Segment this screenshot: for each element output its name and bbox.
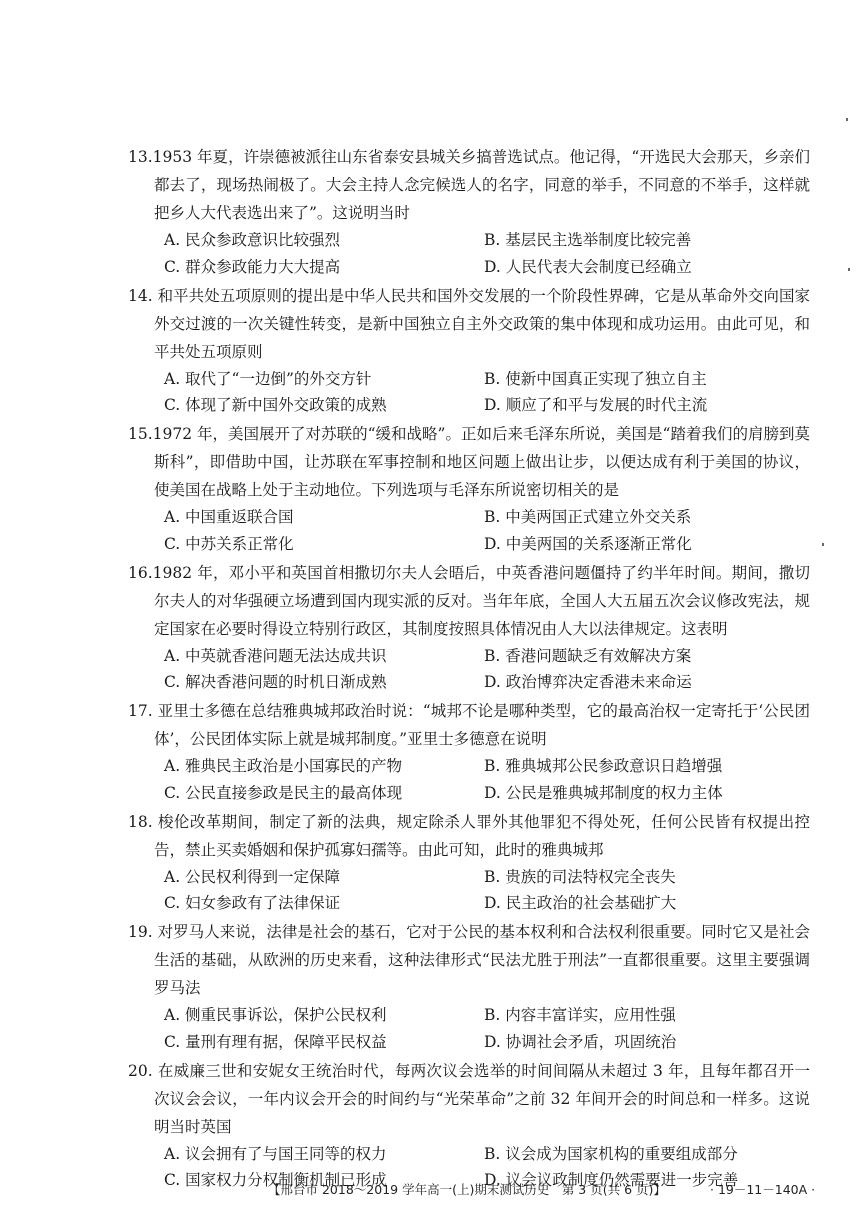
question-stem: 16.1982 年，邓小平和英国首相撒切尔夫人会晤后，中英香港问题僵持了约半年时间。期间，撒切尔夫人的对华强硬立场遭到国内现实派的反对。当年年底，全国人大五届五次会议修改宪法，规定国家在必要时得设立特别行政区，其制度按照具体情况由人大以法律规定。这表明 (128, 563, 810, 638)
scan-artifact (848, 268, 850, 271)
question-15 (128, 420, 810, 557)
footer-code: · 19－11－140A · (710, 1182, 816, 1197)
option-a: A. 雅典民主政治是小国寡民的产物 (164, 757, 403, 775)
option-d: D. 人民代表大会制度已经确立 (484, 257, 692, 276)
option-a: A. 中英就香港问题无法达成共识 (164, 646, 387, 665)
question-stem: 19. 对罗马人来说，法律是社会的基石，它对于公民的基本权利和合法权利很重要。同时它又是社会生活的基础，从欧洲的历史来看，这种法律形式“民法尤胜于刑法”一直都很重要。这里主要强调罗马法 (128, 923, 810, 997)
option-a: A. 民众参政意识比较强烈 (164, 231, 341, 249)
option-c: C. 中苏关系正常化 (164, 534, 294, 553)
option-c: C. 国家权力分权制衡机制已形成 (164, 1171, 387, 1189)
options (128, 366, 810, 419)
options (128, 227, 810, 280)
option-b: B. 内容丰富详实，应用性强 (484, 1006, 676, 1024)
option-c: C. 解决香港问题的时机日渐成熟 (164, 673, 387, 691)
option-d: D. 中美两国的关系逐渐正常化 (484, 534, 692, 553)
question-stem: 15.1972 年，美国展开了对苏联的“缓和战略”。正如后来毛泽东所说，美国是“踏着我们的肩膀到莫斯科”，即借助中国，让苏联在军事控制和地区问题上做出让步，以便达成有利于美国的协议，使美国在战略上处于主动地位。下列选项与毛泽东所说密切相关的是 (128, 425, 810, 499)
options (128, 753, 810, 806)
option-d: D. 议会议政制度仍然需要进一步完善 (484, 1171, 739, 1189)
scan-artifact (822, 543, 824, 546)
option-a: A. 中国重返联合国 (164, 508, 294, 526)
question-list (128, 143, 810, 1195)
option-c: C. 妇女参政有了法律保证 (164, 894, 341, 912)
option-d: D. 协调社会矛盾，巩固统治 (484, 1032, 677, 1051)
question-20 (128, 1057, 810, 1194)
scan-artifact (846, 118, 848, 121)
question-stem: 14. 和平共处五项原则的提出是中华人民共和国外交发展的一个阶段性界碑，它是从革命外交向国家外交过渡的一次关键性转变，是新中国独立自主外交政策的集中体现和成功运用。由此可见，和平共处五项原则 (128, 286, 810, 361)
option-c: C. 公民直接参政是民主的最高体现 (164, 783, 403, 802)
option-c: C. 体现了新中国外交政策的成熟 (164, 396, 387, 414)
question-16 (128, 559, 810, 696)
option-a: A. 公民权利得到一定保障 (164, 867, 341, 886)
option-c: C. 量刑有理有据，保障平民权益 (164, 1032, 387, 1051)
option-d: D. 民主政治的社会基础扩大 (484, 894, 677, 912)
option-d: D. 顺应了和平与发展的时代主流 (484, 396, 708, 414)
question-stem: 20. 在威廉三世和安妮女王统治时代，每两次议会选举的时间间隔从未超过 3 年，且每年都召开一次议会会议，一年内议会开会的时间约与“光荣革命”之前 32 年间开会的时间总和一样多。这说明当时英国 (128, 1061, 810, 1136)
option-b: B. 使新中国真正实现了独立自主 (484, 369, 707, 388)
option-a: A. 议会拥有了与国王同等的权力 (164, 1144, 387, 1163)
question-17 (128, 697, 810, 806)
option-d: D. 政治博弈决定香港未来命运 (484, 673, 692, 691)
question-stem: 13.1953 年夏，许崇德被派往山东省泰安县城关乡搞普选试点。他记得，“开选民大会那天，乡亲们都去了，现场热闹极了。大会主持人念完候选人的名字，同意的举手，不同意的不举手，这样就把乡人大代表选出来了”。这说明当时 (128, 148, 810, 222)
question-stem: 17. 亚里士多德在总结雅典城邦政治时说：“城邦不论是哪种类型，它的最高治权一定寄托于‘公民团体’，公民团体实际上就是城邦制度。”亚里士多德意在说明 (128, 702, 810, 748)
option-b: B. 贵族的司法特权完全丧失 (484, 867, 676, 886)
option-b: B. 雅典城邦公民参政意识日趋增强 (484, 757, 723, 775)
option-b: B. 香港问题缺乏有效解决方案 (484, 646, 692, 665)
question-14 (128, 282, 810, 419)
question-19 (128, 918, 810, 1055)
options (128, 864, 810, 917)
option-d: D. 公民是雅典城邦制度的权力主体 (484, 783, 723, 802)
option-a: A. 侧重民事诉讼，保护公民权利 (164, 1006, 387, 1024)
options (128, 643, 810, 696)
option-a: A. 取代了“一边倒”的外交方针 (164, 369, 372, 388)
option-c: C. 群众参政能力大大提高 (164, 257, 341, 276)
option-b: B. 议会成为国家机构的重要组成部分 (484, 1144, 738, 1163)
option-b: B. 基层民主选举制度比较完善 (484, 231, 692, 249)
question-stem: 18. 梭伦改革期间，制定了新的法典，规定除杀人罪外其他罪犯不得处死，任何公民皆有权提出控告，禁止买卖婚姻和保护孤寡妇孺等。由此可知，此时的雅典城邦 (128, 812, 810, 859)
options (128, 504, 810, 557)
question-13 (128, 143, 810, 280)
question-18 (128, 808, 810, 917)
option-b: B. 中美两国正式建立外交关系 (484, 508, 692, 526)
footer-title: 【邢台市 2018～2019 学年高一(上)期末测试历史 第 3 页(共 6 页)】 (268, 1182, 666, 1197)
options (128, 1002, 810, 1055)
